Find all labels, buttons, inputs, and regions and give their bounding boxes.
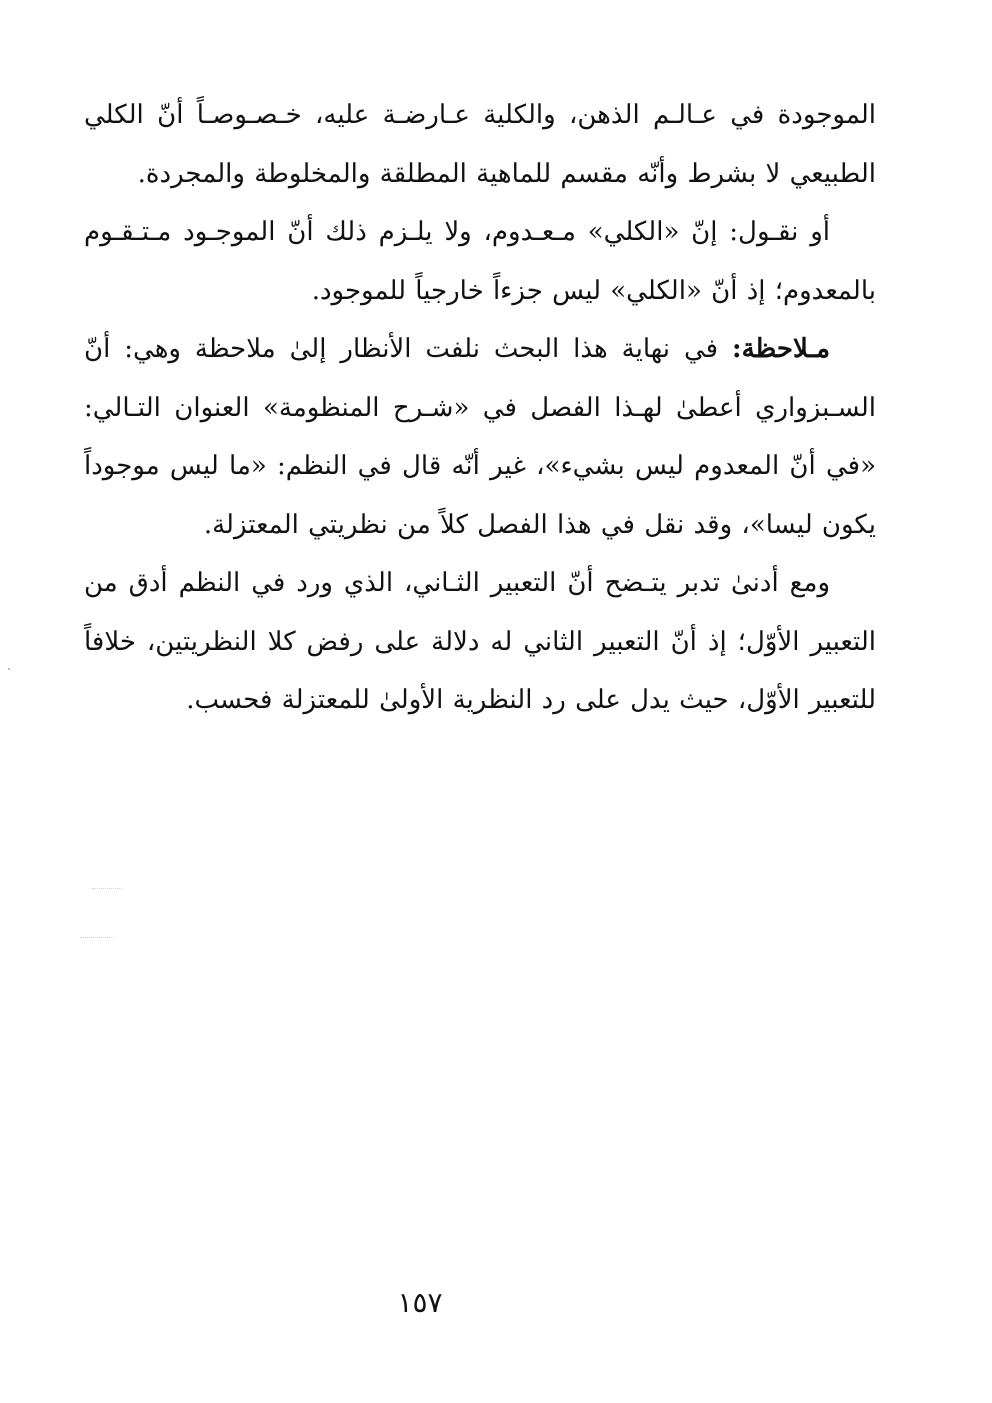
scan-artifact [92, 888, 122, 890]
body-text [84, 86, 876, 730]
paragraph-4: ومع أدنىٰ تدبر يتـضح أنّ التعبير الثـاني، الذي ورد في النظم أدق من التعبير الأوّل؛ إذ أنّ التعبير الثاني له دلالة على رفض كلا النظريتين، خلافاً للتعبير الأوّل، حيث يدل على رد النظرية الأولىٰ للمعتزلة فحسب. [84, 568, 876, 715]
paragraph-2: أو نقـول: إنّ «الكلي» مـعـدوم، ولا يلـزم ذلك أنّ الموجـود مـتـقـوم بالمعدوم؛ إذ أنّ «الكلي» ليس جزءاً خارجياً للموجود. [84, 217, 876, 306]
note-lead: مـلاحظة: [732, 334, 830, 364]
paragraph-1: الموجودة في عـالـم الذهن، والكلية عـارضـة عليه، خـصـوصـاً أنّ الكلي الطبيعي لا بشرط وأنّه مقسم للماهية المطلقة والمخلوطة والمجردة. [84, 100, 876, 189]
scan-mark [8, 668, 10, 670]
paragraph-3 [84, 320, 876, 554]
note-text: في نهاية هذا البحث نلفت الأنظار إلىٰ ملاحظة وهي: أنّ السـبزواري أعطىٰ لهـذا الفصل في «شـرح المنظومة» العنوان التـالي: «في أنّ المعدوم ليس بشيء»، غير أنّه قال في النظم: «ما ليس موجوداً يكون ليسا»، وقد نقل في هذا الفصل كلاً من نظريتي المعتزلة. [84, 334, 876, 540]
scan-artifact [80, 937, 114, 939]
page-number: ١٥٧ [397, 1286, 443, 1319]
